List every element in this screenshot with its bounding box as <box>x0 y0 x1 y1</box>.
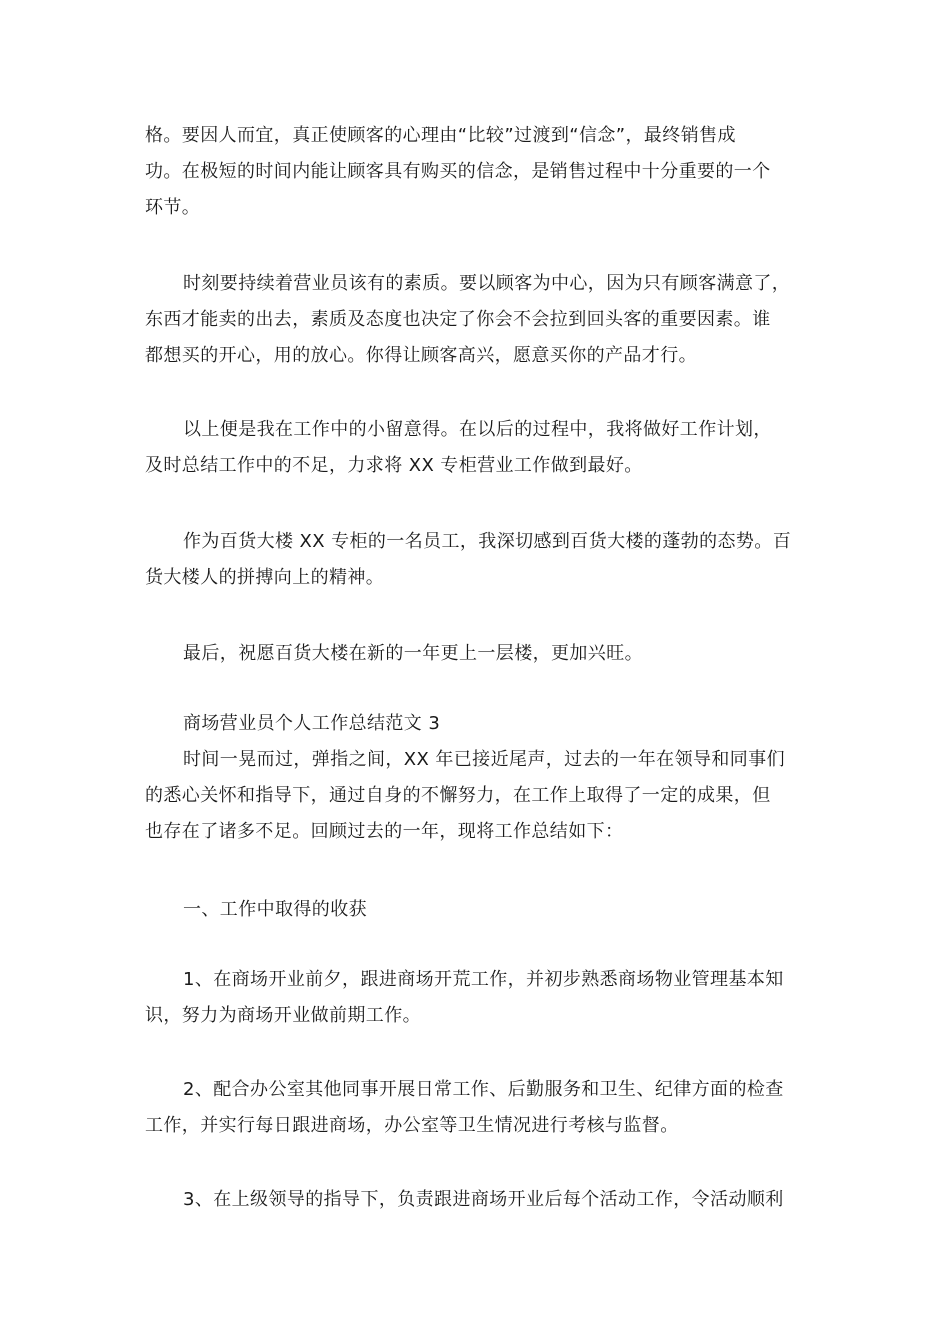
section-heading: 一、工作中取得的收获 <box>183 899 367 920</box>
paragraph-2 <box>145 266 815 374</box>
text-line: 的悉心关怀和指导下，通过自身的不懈努力，在工作上取得了一定的成果，但 <box>145 785 771 806</box>
text-line: 以上便是我在工作中的小留意得。在以后的过程中，我将做好工作计划， <box>183 419 772 440</box>
paragraph-7 <box>145 892 815 928</box>
paragraph-6 <box>145 706 815 850</box>
text-line: 东西才能卖的出去，素质及态度也决定了你会不会拉到回头客的重要因素。谁 <box>145 309 771 330</box>
text-line: 也存在了诸多不足。回顾过去的一年，现将工作总结如下： <box>145 821 624 842</box>
text-line: 最后，祝愿百货大楼在新的一年更上一层楼，更加兴旺。 <box>183 643 643 664</box>
text-line: 功。在极短的时间内能让顾客具有购买的信念，是销售过程中十分重要的一个 <box>145 161 771 182</box>
text-line: 都想买的开心，用的放心。你得让顾客高兴，愿意买你的产品才行。 <box>145 345 697 366</box>
text-line: 环节。 <box>145 197 201 218</box>
paragraph-4 <box>145 524 815 596</box>
text-line: 识，努力为商场开业做前期工作。 <box>145 1005 421 1026</box>
text-line: 时刻要持续着营业员该有的素质。要以顾客为中心，因为只有顾客满意了， <box>183 273 791 294</box>
paragraph-9 <box>145 1072 815 1144</box>
text-line: 3、在上级领导的指导下，负责跟进商场开业后每个活动工作，令活动顺利 <box>183 1189 784 1210</box>
paragraph-8 <box>145 962 815 1034</box>
text-line: 及时总结工作中的不足，力求将 XX 专柜营业工作做到最好。 <box>145 455 643 476</box>
text-line: 2、配合办公室其他同事开展日常工作、后勤服务和卫生、纪律方面的检查 <box>183 1079 784 1100</box>
paragraph-5 <box>145 636 815 672</box>
section-title: 商场营业员个人工作总结范文 3 <box>183 713 441 734</box>
paragraph-1 <box>145 118 815 226</box>
paragraph-3 <box>145 412 815 484</box>
text-line: 1、在商场开业前夕，跟进商场开荒工作，并初步熟悉商场物业管理基本知 <box>183 969 784 990</box>
text-line: 工作，并实行每日跟进商场，办公室等卫生情况进行考核与监督。 <box>145 1115 679 1136</box>
text-line: 格。要因人而宜，真正使顾客的心理由“比较”过渡到“信念”，最终销售成 <box>145 125 736 146</box>
text-line: 时间一晃而过，弹指之间，XX 年已接近尾声，过去的一年在领导和同事们 <box>183 749 785 770</box>
text-line: 货大楼人的拼搏向上的精神。 <box>145 567 385 588</box>
paragraph-10 <box>145 1182 815 1218</box>
text-line: 作为百货大楼 XX 专柜的一名员工，我深切感到百货大楼的蓬勃的态势。百 <box>183 531 792 552</box>
